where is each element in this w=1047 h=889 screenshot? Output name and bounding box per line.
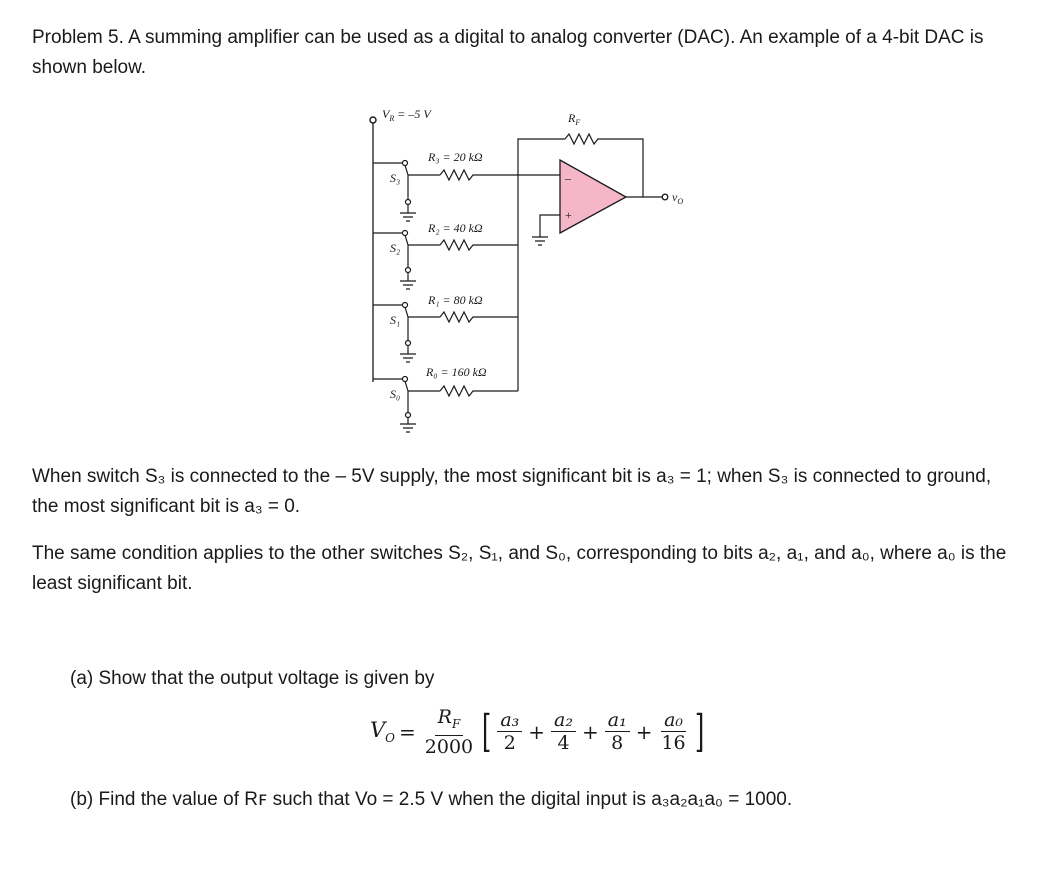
output-terminal <box>662 194 668 200</box>
paragraph-other-switches: The same condition applies to the other switches S₂, S₁, and S₀, corresponding to bits a₂, a₁, and a₀, where a₀ is the least significant bit. <box>32 543 1007 594</box>
r0-label: R₀ = 160 kΩ <box>426 365 487 379</box>
rf-label: $R_F$ <box>568 111 581 127</box>
part-a-text: (a) Show that the output voltage is given by <box>70 668 435 689</box>
vr-terminal <box>370 117 376 123</box>
switch-s0 <box>390 377 416 433</box>
switch-s3 <box>390 161 416 222</box>
vr-label: $V_R = -5$ V <box>382 107 431 123</box>
eq-term-a3: $\frac{\text{a₃}}{2}$ <box>497 709 522 754</box>
resistor-r2 <box>440 240 518 250</box>
eq-lhs: $V_O$ <box>370 718 396 746</box>
problem-intro: Problem 5. A summing amplifier can be used as a digital to analog converter (DAC). An example of a 4-bit DAC is shown below. <box>32 27 984 78</box>
svg-text:–: – <box>565 171 571 185</box>
dac-circuit-diagram <box>360 105 740 435</box>
output-voltage-equation: $V_O$ = $\frac{R_F}{2000}$ [ $\frac{\text{a₃}}{2}$ + $\frac{\text{a₂}}{4}$ + $\frac{\text{a₁}}{8}$ + $\frac{\text{a₀}}{16}$ ] <box>370 705 704 758</box>
resistor-r0 <box>440 386 518 396</box>
r2-label: R₂ = 40 kΩ <box>428 221 483 235</box>
vo-label: $v_O$ <box>672 190 684 206</box>
svg-text:S₁: S₁ <box>390 313 401 327</box>
svg-text:S₂: S₂ <box>390 241 401 255</box>
r1-label: R₁ = 80 kΩ <box>428 293 483 307</box>
paragraph-msb-condition: When switch S₃ is connected to the – 5V supply, the most significant bit is a₃ = 1; when S₃ is connected to ground, the most significant bit is a₃ = 0. <box>32 466 992 517</box>
resistor-r3 <box>440 170 518 180</box>
switch-s2 <box>390 231 416 290</box>
switch-s1 <box>390 303 416 363</box>
eq-term-a2: $\frac{\text{a₂}}{4}$ <box>551 709 576 754</box>
eq-coefficient: $\frac{R_F}{2000}$ <box>424 706 474 758</box>
eq-term-a0: $\frac{\text{a₀}}{16}$ <box>661 709 686 755</box>
eq-equals: = <box>399 719 416 744</box>
r3-label: R₃ = 20 kΩ <box>428 150 483 164</box>
eq-term-a1: $\frac{\text{a₁}}{8}$ <box>605 709 630 754</box>
svg-text:S₃: S₃ <box>390 171 401 185</box>
svg-text:S₀: S₀ <box>390 387 401 401</box>
part-b-text: (b) Find the value of Rꜰ such that Vo = 2.5 V when the digital input is a₃a₂a₁a₀ = 1000. <box>70 789 793 810</box>
resistor-r1 <box>440 312 518 322</box>
svg-text:+: + <box>565 208 572 222</box>
